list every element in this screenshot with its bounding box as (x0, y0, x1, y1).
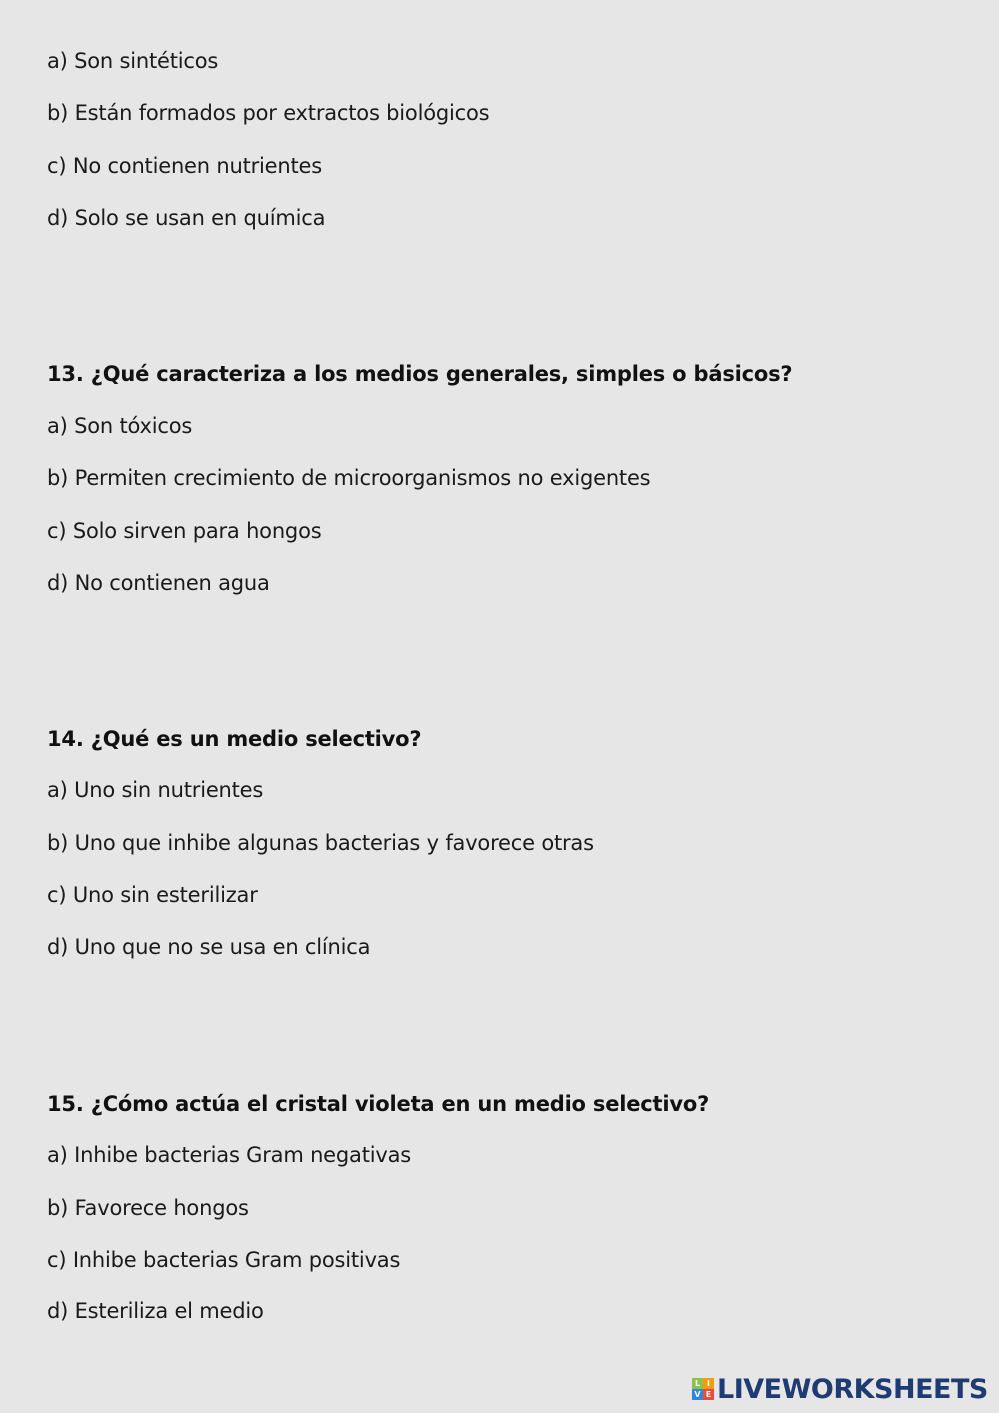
option-14-c: c) Uno sin esterilizar (47, 883, 258, 907)
option-15-b: b) Favorece hongos (47, 1196, 249, 1220)
option-15-a: a) Inhibe bacterias Gram negativas (47, 1143, 412, 1167)
option-12-c: c) No contienen nutrientes (47, 154, 322, 178)
option-14-a: a) Uno sin nutrientes (47, 778, 264, 802)
liveworksheets-logo-mark-icon (692, 1378, 714, 1400)
option-12-a: a) Son sintéticos (47, 49, 219, 73)
option-14-b: b) Uno que inhibe algunas bacterias y favorece otras (47, 831, 594, 855)
option-12-b: b) Están formados por extractos biológicos (47, 101, 490, 125)
question-15: 15. ¿Cómo actúa el cristal violeta en un medio selectivo? (47, 1092, 710, 1116)
logo-text: LIVEWORKSHEETS (717, 1373, 988, 1405)
option-15-c: c) Inhibe bacterias Gram positivas (47, 1248, 401, 1272)
option-13-d: d) No contienen agua (47, 571, 270, 595)
logo-mark-letter: L (692, 1378, 703, 1389)
option-12-d: d) Solo se usan en química (47, 206, 326, 230)
option-15-d: d) Esteriliza el medio (47, 1299, 264, 1323)
question-13: 13. ¿Qué caracteriza a los medios generales, simples o básicos? (47, 362, 793, 386)
option-13-c: c) Solo sirven para hongos (47, 519, 322, 543)
option-13-a: a) Son tóxicos (47, 414, 193, 438)
logo-mark-letter: I (703, 1378, 714, 1389)
logo-mark-letter: V (692, 1389, 703, 1400)
liveworksheets-logo (692, 1373, 988, 1405)
logo-mark-letter: E (703, 1389, 714, 1400)
option-14-d: d) Uno que no se usa en clínica (47, 935, 371, 959)
option-13-b: b) Permiten crecimiento de microorganismos no exigentes (47, 466, 651, 490)
question-14: 14. ¿Qué es un medio selectivo? (47, 727, 422, 751)
